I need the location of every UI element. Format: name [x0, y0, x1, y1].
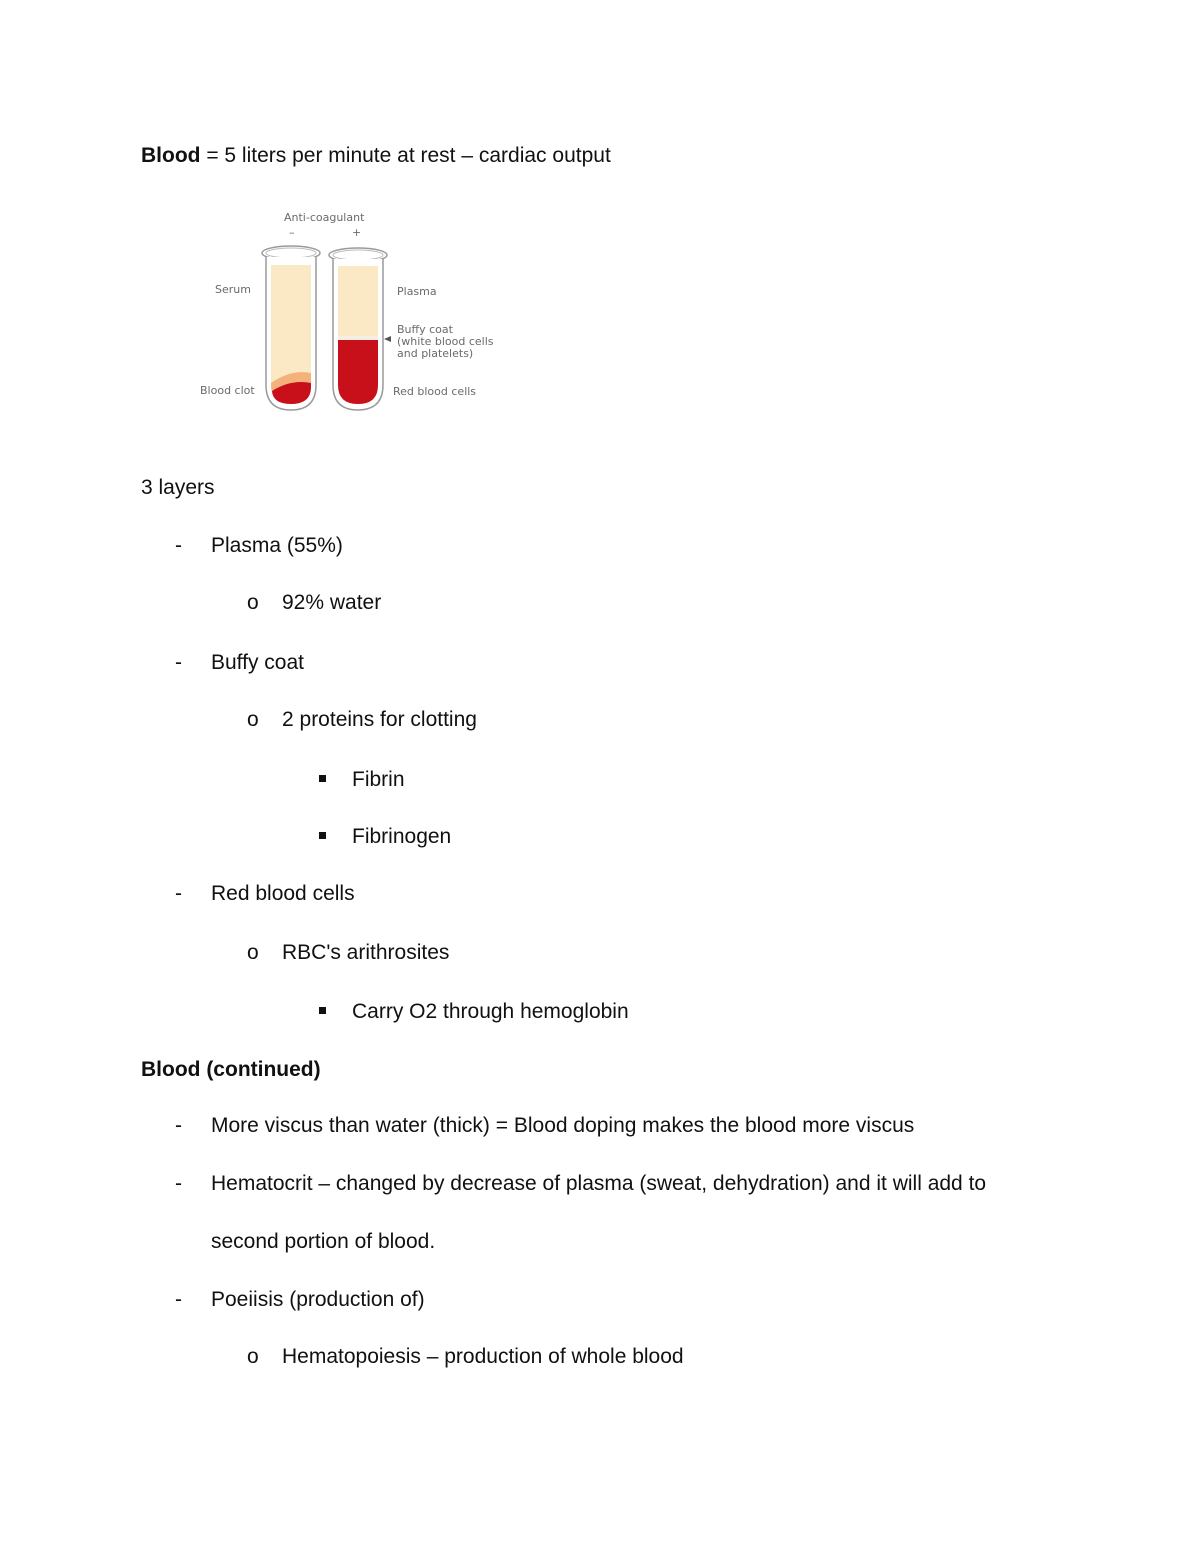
label-buffy-2: (white blood cells [397, 335, 494, 348]
blood-tubes-diagram [195, 205, 505, 420]
label-buffy-3: and platelets) [397, 347, 474, 360]
dash-bullet: - [175, 882, 182, 905]
square-bullet-icon [319, 775, 326, 782]
layer-plasma-water: 92% water [282, 591, 382, 614]
continued-hematocrit-1: Hematocrit – changed by decrease of plasma (sweat, dehydration) and it will add to [211, 1172, 987, 1195]
circle-bullet: o [247, 1345, 259, 1368]
dash-bullet: - [175, 534, 182, 557]
continued-hematopoiesis: Hematopoiesis – production of whole blood [282, 1345, 684, 1368]
layer-buffy-proteins: 2 proteins for clotting [282, 708, 477, 731]
protein-fibrinogen: Fibrinogen [352, 825, 452, 848]
circle-bullet: o [247, 941, 259, 964]
dash-bullet: - [175, 651, 182, 674]
protein-fibrin: Fibrin [352, 768, 405, 791]
tube-serum [262, 246, 320, 410]
label-serum: Serum [215, 283, 251, 296]
layer-rbc-arithrosites: RBC's arithrosites [282, 941, 450, 964]
circle-bullet: o [247, 591, 259, 614]
label-red-cells: Red blood cells [393, 385, 477, 398]
continued-viscus: More viscus than water (thick) = Blood doping makes the blood more viscus [211, 1114, 915, 1137]
tube-plasma [329, 248, 387, 410]
blood-tubes-figure [195, 205, 505, 420]
label-buffy-1: Buffy coat [397, 323, 453, 336]
layers-title: 3 layers [141, 476, 215, 499]
layer-plasma: Plasma (55%) [211, 534, 343, 557]
dash-bullet: - [175, 1288, 182, 1311]
label-anticoagulant: Anti-coagulant [284, 211, 365, 224]
label-blood-clot: Blood clot [200, 384, 255, 397]
circle-bullet: o [247, 708, 259, 731]
buffy-arrow-icon [384, 336, 391, 342]
layer-buffy-coat: Buffy coat [211, 651, 305, 674]
layer-red-blood-cells: Red blood cells [211, 882, 355, 905]
rbc-carry-o2: Carry O2 through hemoglobin [352, 1000, 629, 1023]
label-plasma: Plasma [397, 285, 437, 298]
dash-bullet: - [175, 1172, 182, 1195]
heading-blood-continued: Blood (continued) [141, 1058, 321, 1081]
continued-poeiisis: Poeiisis (production of) [211, 1288, 425, 1311]
label-plus: + [352, 226, 362, 239]
label-minus: – [289, 226, 295, 239]
square-bullet-icon [319, 1007, 326, 1014]
heading-blood [141, 142, 611, 170]
square-bullet-icon [319, 832, 326, 839]
heading-blood-bold: Blood [141, 144, 201, 167]
heading-blood-rest: = 5 liters per minute at rest – cardiac output [200, 144, 611, 167]
continued-hematocrit-2: second portion of blood. [211, 1230, 436, 1253]
dash-bullet: - [175, 1114, 182, 1137]
